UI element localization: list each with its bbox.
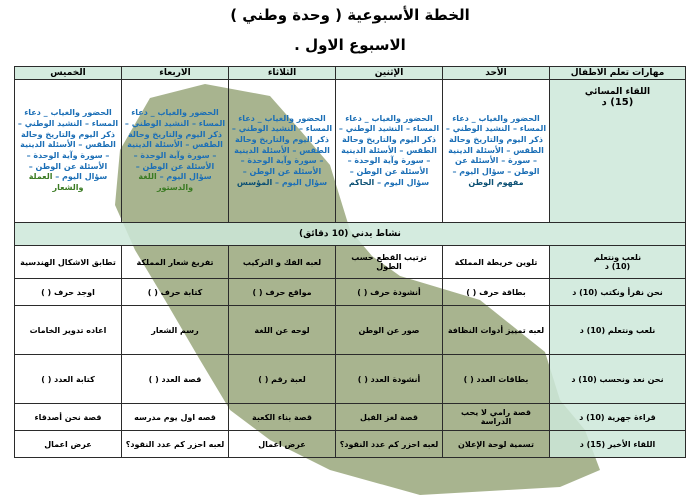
row-label: اللقاء الأخير (15) د xyxy=(550,431,686,458)
table-cell: رسم الشعار xyxy=(122,306,229,355)
table-cell: قصة العدد ( ) xyxy=(122,355,229,404)
table-row xyxy=(15,355,686,404)
table-cell: عرض اعمال xyxy=(229,431,336,458)
table-cell: مواقع حرف ( ) xyxy=(229,279,336,306)
table-cell: أنشودة حرف ( ) xyxy=(336,279,443,306)
table-cell: قصة بناء الكعبة xyxy=(229,404,336,431)
column-header-wednesday: الاربعاء xyxy=(122,67,229,80)
table-cell: اعاده تدوير الخامات xyxy=(15,306,122,355)
morning-meeting-row xyxy=(15,80,686,223)
column-header-skills: مهارات تعلم الاطفال xyxy=(550,67,686,80)
morning-meeting-title: اللقاء المسائي xyxy=(584,87,651,97)
table-cell: لعبه احزر كم عدد النقود؟ xyxy=(122,431,229,458)
column-header-sunday: الأحد xyxy=(443,67,550,80)
table-cell: قصه اول يوم مدرسه xyxy=(122,404,229,431)
morning-meeting-label xyxy=(550,80,686,223)
table-row xyxy=(15,279,686,306)
table-row xyxy=(15,404,686,431)
table-cell: أنشودة العدد ( ) xyxy=(336,355,443,404)
table-cell: كتابة العدد ( ) xyxy=(15,355,122,404)
table-cell: لوحه عن اللغة xyxy=(229,306,336,355)
morning-cell-tuesday: الحضور والغياب _ دعاء المساء – النشيد الوطني – ذكر اليوم والتاريخ وحالة الطقس – الأسئلة الدينية – سورة وآية الوحدة – الأسئلة عن الوطن – سؤال اليوم – المؤسس xyxy=(229,80,336,223)
table-row xyxy=(15,431,686,458)
table-cell: لعبة رقم ( ) xyxy=(229,355,336,404)
morning-cell-wednesday: الحضور والغياب _ دعاء المساء – النشيد الوطني – ذكر اليوم والتاريخ وحالة الطقس – الأسئلة الدينية – سورة وآية الوحدة – الأسئلة عن الوطن – سؤال اليوم – اللغة والدستور xyxy=(122,80,229,223)
table-cell: تطابق الاشكال الهندسية xyxy=(15,246,122,279)
table-cell: قصة رامي لا يحب الدراسة xyxy=(443,404,550,431)
table-cell: لعبه تمييز أدوات النظافة xyxy=(443,306,550,355)
table-cell: لعبه الفك و التركيب xyxy=(229,246,336,279)
table-cell: كتابة حرف ( ) xyxy=(122,279,229,306)
column-header-tuesday: الثلاثاء xyxy=(229,67,336,80)
page-subtitle: . الاسبوع الاول xyxy=(294,36,406,54)
table-cell: لعبه احزر كم عدد النقود؟ xyxy=(336,431,443,458)
table-cell: قصة نحن أصدقاء xyxy=(15,404,122,431)
table-cell: تلوين خريطة المملكة xyxy=(443,246,550,279)
table-cell: ترتيب القطع حسب الطول xyxy=(336,246,443,279)
table-cell: عرض اعمال xyxy=(15,431,122,458)
table-row xyxy=(15,306,686,355)
row-label: قراءة جهرية (10) د xyxy=(550,404,686,431)
morning-cell-thursday: الحضور والغياب _ دعاء المساء – النشيد الوطني – ذكر اليوم والتاريخ وحالة الطقس – الأسئلة الدينية – سورة وآية الوحدة – الأسئلة عن الوطن – سؤال اليوم – العملة والشعار xyxy=(15,80,122,223)
row-label: نلعب ونتعلم (10) د xyxy=(550,246,686,279)
weekly-plan-table xyxy=(14,66,686,458)
table-cell: تفريغ شعار المملكة xyxy=(122,246,229,279)
table-cell: بطاقة حرف ( ) xyxy=(443,279,550,306)
morning-cell-monday: الحضور والغياب _ دعاء المساء – النشيد الوطني – ذكر اليوم والتاريخ وحالة الطقس – الأسئلة الدينية – سورة وآية الوحدة – الأسئلة عن الوطن – سؤال اليوم – الحاكم xyxy=(336,80,443,223)
table-cell: قصة لغز الفيل xyxy=(336,404,443,431)
column-header-thursday: الخميس xyxy=(15,67,122,80)
table-cell: بطاقات العدد ( ) xyxy=(443,355,550,404)
table-cell: تسمية لوحة الإعلان xyxy=(443,431,550,458)
morning-meeting-duration: (15) د xyxy=(601,97,634,108)
table-cell: صور عن الوطن xyxy=(336,306,443,355)
morning-cell-sunday: الحضور والغياب _ دعاء المساء – النشيد الوطني – ذكر اليوم والتاريخ وحالة الطقس – الأسئلة الدينية – سورة – الأسئلة عن الوطن – سؤال اليوم – مفهوم الوطن xyxy=(443,80,550,223)
table-cell: اوجد حرف ( ) xyxy=(15,279,122,306)
physical-activity-row xyxy=(15,223,686,246)
table-header-row xyxy=(15,67,686,80)
row-label: نحن نعد ونحسب (10) د xyxy=(550,355,686,404)
row-label: نلعب ونتعلم (10) د xyxy=(550,306,686,355)
column-header-monday: الإثنين xyxy=(336,67,443,80)
row-label: نحن نقرأ ونكتب (10) د xyxy=(550,279,686,306)
page-title: الخطة الأسبوعية ( وحدة وطني ) xyxy=(230,6,470,24)
table-row xyxy=(15,246,686,279)
physical-activity-label: نشاط يدني (10 دقائق) xyxy=(15,223,686,246)
